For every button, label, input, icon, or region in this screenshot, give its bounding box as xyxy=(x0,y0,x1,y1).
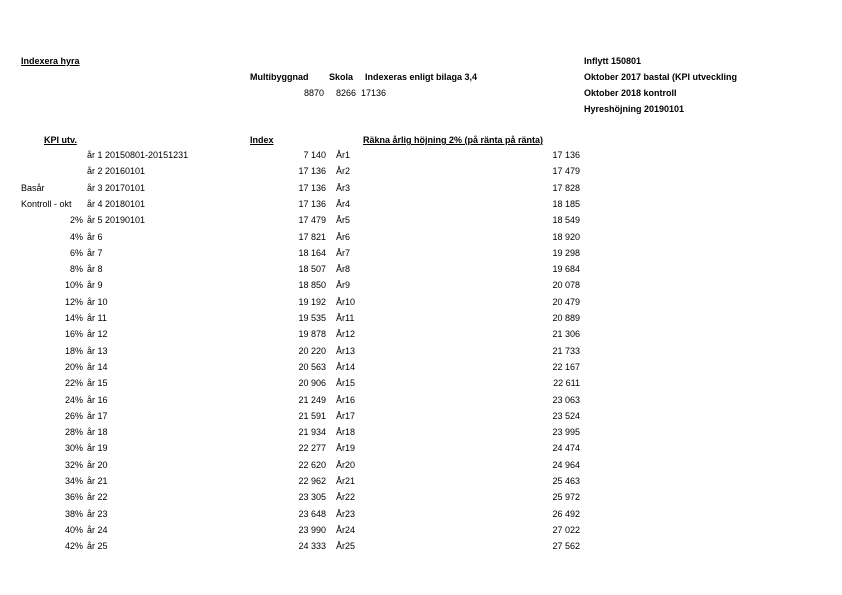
year-cell: år 20 xyxy=(87,460,108,470)
index-cell: 17 136 xyxy=(298,166,326,176)
kpi-header: KPI utv. xyxy=(44,135,77,145)
index-cell: 18 507 xyxy=(298,264,326,274)
value-cell: 17 136 xyxy=(552,150,580,160)
value-cell: 20 078 xyxy=(552,280,580,290)
kpi-cell: 36% xyxy=(64,492,83,502)
year-cell: år 3 20170101 xyxy=(87,183,146,193)
year-tag-cell: År20 xyxy=(336,460,356,470)
year-cell: år 13 xyxy=(87,346,108,356)
year-tag-cell: År8 xyxy=(336,264,351,274)
value-cell: 22 611 xyxy=(553,378,580,388)
kpi-cell: 32% xyxy=(64,460,83,470)
value-cell: 27 562 xyxy=(552,541,580,551)
index-cell: 24 333 xyxy=(298,541,326,551)
year-cell: år 11 xyxy=(87,313,107,323)
year-cell: år 24 xyxy=(87,525,108,535)
index-cell: 20 220 xyxy=(298,346,326,356)
value-cell: 19 684 xyxy=(552,264,580,274)
note-control: Oktober 2018 kontroll xyxy=(584,88,677,98)
index-cell: 21 934 xyxy=(298,427,326,437)
kpi-cell: 16% xyxy=(64,329,83,339)
year-tag-cell: År22 xyxy=(336,492,356,502)
kpi-cell: 20% xyxy=(64,362,83,372)
index-cell: 19 192 xyxy=(298,297,326,307)
value-cell: 21 733 xyxy=(552,346,580,356)
building-label: Multibyggnad xyxy=(250,72,309,82)
value-cell: 25 972 xyxy=(552,492,580,502)
kpi-cell: 6% xyxy=(69,248,83,258)
year-tag-cell: År6 xyxy=(336,232,351,242)
year-cell: år 15 xyxy=(87,378,108,388)
kpi-cell: 4% xyxy=(69,232,83,242)
year-tag-cell: År5 xyxy=(336,215,351,225)
year-tag-cell: År16 xyxy=(336,395,356,405)
kpi-cell: 34% xyxy=(64,476,83,486)
year-cell: år 17 xyxy=(87,411,108,421)
year-cell: år 21 xyxy=(87,476,108,486)
kpi-cell: 22% xyxy=(64,378,83,388)
kpi-cell: 18% xyxy=(64,346,83,356)
year-tag-cell: År17 xyxy=(336,411,356,421)
year-cell: år 16 xyxy=(87,395,108,405)
index-header: Index xyxy=(250,135,274,145)
year-tag-cell: År21 xyxy=(336,476,356,486)
kpi-cell: Kontroll - okt xyxy=(21,199,72,209)
kpi-cell: 14% xyxy=(64,313,83,323)
index-cell: 18 164 xyxy=(298,248,326,258)
index-cell: 23 305 xyxy=(298,492,326,502)
year-cell: år 10 xyxy=(87,297,108,307)
school-label: Skola xyxy=(329,72,354,82)
index-cell: 20 906 xyxy=(298,378,326,388)
kpi-cell: 40% xyxy=(64,525,83,535)
year-tag-cell: År19 xyxy=(336,443,356,453)
year-tag-cell: År14 xyxy=(336,362,356,372)
year-cell: år 19 xyxy=(87,443,108,453)
year-tag-cell: År15 xyxy=(336,378,356,388)
index-cell: 7 140 xyxy=(303,150,326,160)
value-cell: 23 524 xyxy=(552,411,580,421)
kpi-cell: 38% xyxy=(64,509,83,519)
kpi-cell: 12% xyxy=(64,297,83,307)
year-cell: år 23 xyxy=(87,509,108,519)
index-cell: 22 962 xyxy=(298,476,326,486)
index-cell: 20 563 xyxy=(298,362,326,372)
page-title: Indexera hyra xyxy=(21,56,80,66)
year-cell: år 9 xyxy=(87,280,103,290)
value-cell: 27 022 xyxy=(552,525,580,535)
value-cell: 23 063 xyxy=(552,395,580,405)
year-cell: år 2 20160101 xyxy=(87,166,146,176)
index-cell: 18 850 xyxy=(298,280,326,290)
year-tag-cell: År18 xyxy=(336,427,356,437)
kpi-cell: 28% xyxy=(64,427,83,437)
index-cell: 17 136 xyxy=(298,183,326,193)
year-tag-cell: År11 xyxy=(336,313,355,323)
value-cell: 20 479 xyxy=(552,297,580,307)
year-cell: år 5 20190101 xyxy=(87,215,146,225)
year-tag-cell: År24 xyxy=(336,525,356,535)
year-tag-cell: År7 xyxy=(336,248,351,258)
year-cell: år 25 xyxy=(87,541,108,551)
index-cell: 23 990 xyxy=(298,525,326,535)
value-cell: 22 167 xyxy=(552,362,580,372)
note-base-index: Oktober 2017 bastal (KPI utveckling xyxy=(584,72,738,82)
year-tag-cell: År1 xyxy=(336,150,351,160)
index-cell: 22 277 xyxy=(298,443,326,453)
year-tag-cell: År13 xyxy=(336,346,356,356)
year-tag-cell: År10 xyxy=(336,297,356,307)
value-cell: 18 920 xyxy=(552,232,580,242)
kpi-cell: 10% xyxy=(64,280,83,290)
note-rent-increase: Hyreshöjning 20190101 xyxy=(584,104,685,114)
index-cell: 17 136 xyxy=(298,199,326,209)
value-cell: 26 492 xyxy=(552,509,580,519)
value-cell: 19 298 xyxy=(552,248,580,258)
year-tag-cell: År23 xyxy=(336,509,356,519)
year-tag-cell: År4 xyxy=(336,199,351,209)
year-cell: år 22 xyxy=(87,492,108,502)
year-tag-cell: År2 xyxy=(336,166,351,176)
indexed-label: Indexeras enligt bilaga 3,4 xyxy=(365,72,478,82)
kpi-cell: 42% xyxy=(64,541,83,551)
value-cell: 25 463 xyxy=(552,476,580,486)
value-cell: 17 479 xyxy=(552,166,580,176)
value-cell: 23 995 xyxy=(552,427,580,437)
year-cell: år 12 xyxy=(87,329,108,339)
index-cell: 21 591 xyxy=(298,411,326,421)
kpi-cell: 2% xyxy=(69,215,83,225)
index-cell: 22 620 xyxy=(298,460,326,470)
kpi-cell: 8% xyxy=(69,264,83,274)
year-cell: år 8 xyxy=(87,264,103,274)
year-tag-cell: År9 xyxy=(336,280,351,290)
value-cell: 18 185 xyxy=(552,199,580,209)
year-tag-cell: År25 xyxy=(336,541,356,551)
school-value: 8266 xyxy=(336,88,357,98)
kpi-cell: Basår xyxy=(21,183,45,193)
index-cell: 21 249 xyxy=(298,395,326,405)
value-cell: 18 549 xyxy=(552,215,580,225)
index-cell: 19 535 xyxy=(298,313,326,323)
building-value: 8870 xyxy=(303,88,324,98)
index-cell: 17 479 xyxy=(298,215,326,225)
indexed-value: 17136 xyxy=(361,88,387,98)
value-cell: 20 889 xyxy=(552,313,580,323)
value-cell: 24 474 xyxy=(552,443,580,453)
year-tag-cell: År12 xyxy=(336,329,356,339)
year-tag-cell: År3 xyxy=(336,183,351,193)
year-cell: år 1 20150801-20151231 xyxy=(87,150,189,160)
year-cell: år 7 xyxy=(87,248,103,258)
value-cell: 24 964 xyxy=(552,460,580,470)
kpi-cell: 30% xyxy=(64,443,83,453)
year-cell: år 14 xyxy=(87,362,108,372)
note-move-in: Inflytt 150801 xyxy=(584,56,642,66)
year-cell: år 18 xyxy=(87,427,108,437)
value-cell: 17 828 xyxy=(552,183,580,193)
calc-header: Räkna årlig höjning 2% (på ränta på ränta) xyxy=(363,135,544,145)
index-cell: 17 821 xyxy=(298,232,326,242)
year-cell: år 6 xyxy=(87,232,103,242)
value-cell: 21 306 xyxy=(552,329,580,339)
index-cell: 19 878 xyxy=(298,329,326,339)
kpi-cell: 24% xyxy=(64,395,83,405)
index-cell: 23 648 xyxy=(298,509,326,519)
year-cell: år 4 20180101 xyxy=(87,199,146,209)
kpi-cell: 26% xyxy=(64,411,83,421)
